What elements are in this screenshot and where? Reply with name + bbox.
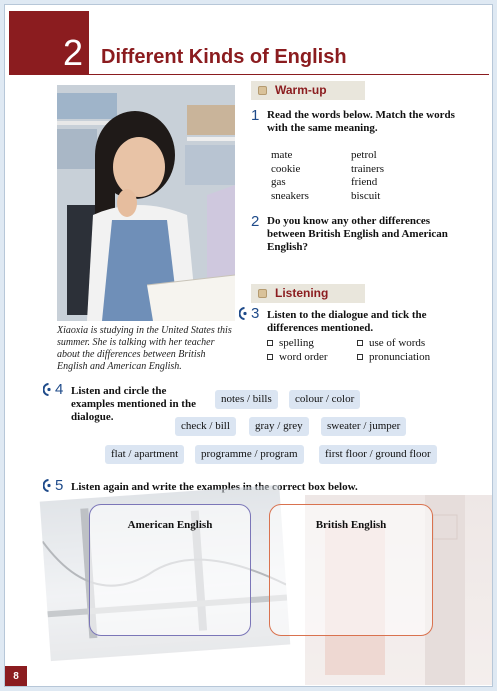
audio-cd-icon (43, 383, 54, 396)
example-pill[interactable]: gray / grey (249, 417, 309, 436)
option-spelling[interactable] (267, 337, 357, 349)
option-pronunciation[interactable] (357, 351, 457, 363)
checkbox[interactable] (267, 340, 273, 346)
question-number-1: 1 (251, 107, 260, 124)
word-left: gas (271, 176, 286, 188)
option-label: pronunciation (369, 351, 431, 363)
listening-banner (251, 284, 365, 303)
listening-heading: Listening (275, 286, 329, 300)
question-4-text: Listen and circle the examples mentioned in the dialogue. (71, 385, 196, 423)
question-1-text: Read the words below. Match the words with the same meaning. (267, 109, 455, 134)
audio-cd-icon (43, 479, 54, 492)
word-list (271, 149, 431, 203)
example-pill[interactable]: sweater / jumper (321, 417, 406, 436)
unit-number: 2 (63, 32, 84, 73)
word-right: petrol (351, 149, 377, 161)
question-number-3: 3 (251, 305, 260, 322)
unit-title: Different Kinds of English (101, 46, 347, 68)
question-number-4: 4 (55, 381, 64, 398)
word-left: sneakers (271, 189, 309, 202)
question-5-text: Listen again and write the examples in the correct box below. (71, 481, 358, 493)
word-row (271, 190, 431, 204)
option-use-of-words[interactable] (357, 337, 457, 349)
box-label-american: American English (127, 519, 213, 531)
word-right: friend (351, 176, 378, 188)
example-pill[interactable]: colour / color (289, 390, 360, 409)
option-label: word order (279, 351, 328, 363)
textbook-page (4, 4, 493, 687)
word-left: cookie (271, 162, 301, 175)
word-right: trainers (351, 162, 384, 175)
box-label-british: British English (315, 519, 387, 531)
word-right: biscuit (351, 189, 381, 202)
example-pill[interactable]: flat / apartment (105, 445, 184, 464)
word-row (271, 149, 431, 163)
checkbox[interactable] (357, 340, 363, 346)
checkbox[interactable] (267, 354, 273, 360)
warmup-banner (251, 81, 365, 100)
example-pill[interactable]: check / bill (175, 417, 236, 436)
photo-caption: Xiaoxia is studying in the United States this summer. She is talking with her teacher about the differences between British English and American English. (57, 325, 232, 372)
question-2-text: Do you know any other differences between British English and American English? (267, 215, 448, 253)
question-3-text: Listen to the dialogue and tick the differences mentioned. (267, 309, 427, 334)
american-english-box[interactable] (89, 504, 251, 636)
student-reading-illustration (57, 85, 235, 321)
warmup-heading: Warm-up (275, 83, 327, 97)
student-photo (57, 85, 235, 321)
question-number-5: 5 (55, 477, 64, 494)
bullet-icon (258, 289, 267, 298)
option-word-order[interactable] (267, 351, 357, 363)
bullet-icon (258, 86, 267, 95)
word-row (271, 163, 431, 177)
example-pill[interactable]: first floor / ground floor (319, 445, 437, 464)
checkbox-row (267, 351, 457, 363)
example-pill[interactable]: programme / program (195, 445, 304, 464)
question-number-2: 2 (251, 213, 260, 230)
title-divider (89, 74, 489, 75)
example-pill[interactable]: notes / bills (215, 390, 278, 409)
page-number: 8 (5, 666, 27, 687)
checkbox[interactable] (357, 354, 363, 360)
word-row (271, 176, 431, 190)
checkbox-row (267, 337, 457, 349)
audio-cd-icon (239, 307, 250, 320)
option-label: use of words (369, 337, 426, 349)
word-left: mate (271, 149, 293, 161)
british-english-box[interactable] (269, 504, 433, 636)
option-label: spelling (279, 337, 314, 349)
